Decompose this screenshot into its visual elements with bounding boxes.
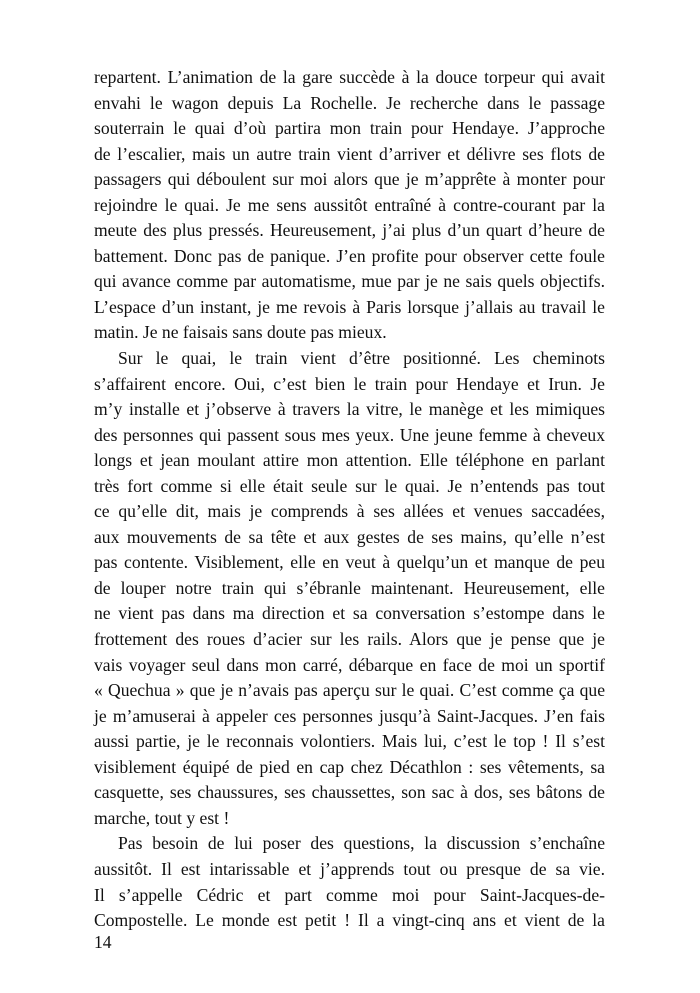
text-line: Sur le quai, le train vient d’être positionné. Les cheminots [118,348,605,369]
text-line: aux mouvements de sa tête et aux gestes de ses mains, qu’elle n’est [94,526,605,547]
text-line: rejoindre le quai. Je me sens aussitôt entraîné à contre-courant par la [94,194,605,215]
text-line: Compostelle. Le monde est petit ! Il a vingt-cinq ans et vient de la [94,910,605,931]
text-line: aussitôt. Il est intarissable et j’apprends tout ou presque de sa vie. [94,858,605,879]
text-line: s’affairent encore. Oui, c’est bien le train pour Hendaye et Irun. Je [94,373,605,394]
text-line: matin. Je ne faisais sans doute pas mieux. [94,322,387,343]
text-line: marche, tout y est ! [94,807,230,828]
text-line: je m’amuserai à appeler ces personnes jusqu’à Saint-Jacques. J’en fais [94,705,605,726]
text-line: aussi partie, je le reconnais volontiers. Mais lui, c’est le top ! Il s’est [94,731,605,752]
text-line: repartent. L’animation de la gare succède à la douce torpeur qui avait [94,67,605,87]
text-line: visiblement équipé de pied en cap chez Décathlon : ses vêtements, sa [94,756,605,777]
text-line: très fort comme si elle était seule sur le quai. Je n’entends pas tout [94,475,605,496]
text-line: longs et jean moulant attire mon attention. Elle téléphone en parlant [94,450,605,471]
body-text [94,65,605,934]
text-line: ce qu’elle dit, mais je comprends à ses allées et venues saccadées, [94,501,605,522]
text-line: Il s’appelle Cédric et part comme moi pour Saint-Jacques-de- [94,884,605,905]
text-line: souterrain le quai d’où partira mon train pour Hendaye. J’approche [94,118,605,139]
text-line: vais voyager seul dans mon carré, débarque en face de moi un sportif [94,654,605,675]
text-line: qui avance comme par automatisme, mue par je ne sais quels objectifs. [94,271,605,292]
text-line: ne vient pas dans ma direction et sa conversation s’estompe dans le [94,603,605,624]
text-line: meute des plus pressés. Heureusement, j’ai plus d’un quart d’heure de [94,220,605,241]
text-line: des personnes qui passent sous mes yeux. Une jeune femme à cheveux [94,424,605,445]
text-line: passagers qui déboulent sur moi alors que je m’apprête à monter pour [94,169,605,190]
text-line: « Quechua » que je n’avais pas aperçu sur le quai. C’est comme ça que [94,680,605,701]
text-line: envahi le wagon depuis La Rochelle. Je recherche dans le passage [94,92,605,113]
text-line: L’espace d’un instant, je me revois à Paris lorsque j’allais au travail le [94,296,605,317]
text-line: de louper notre train qui s’ébranle maintenant. Heureusement, elle [94,577,605,598]
text-line: battement. Donc pas de panique. J’en profite pour observer cette foule [94,245,605,266]
text-line: de l’escalier, mais un autre train vient d’arriver et délivre ses flots de [94,143,605,164]
text-line: m’y installe et j’observe à travers la vitre, le manège et les mimiques [94,399,605,420]
text-line: frottement des roues d’acier sur les rails. Alors que je pense que je [94,629,605,650]
text-line: casquette, ses chaussures, ses chaussettes, son sac à dos, ses bâtons de [94,782,605,803]
text-line: pas contente. Visiblement, elle en veut à quelqu’un et manque de peu [94,552,605,573]
page-number: 14 [94,932,112,952]
text-line: Pas besoin de lui poser des questions, la discussion s’enchaîne [118,833,605,854]
